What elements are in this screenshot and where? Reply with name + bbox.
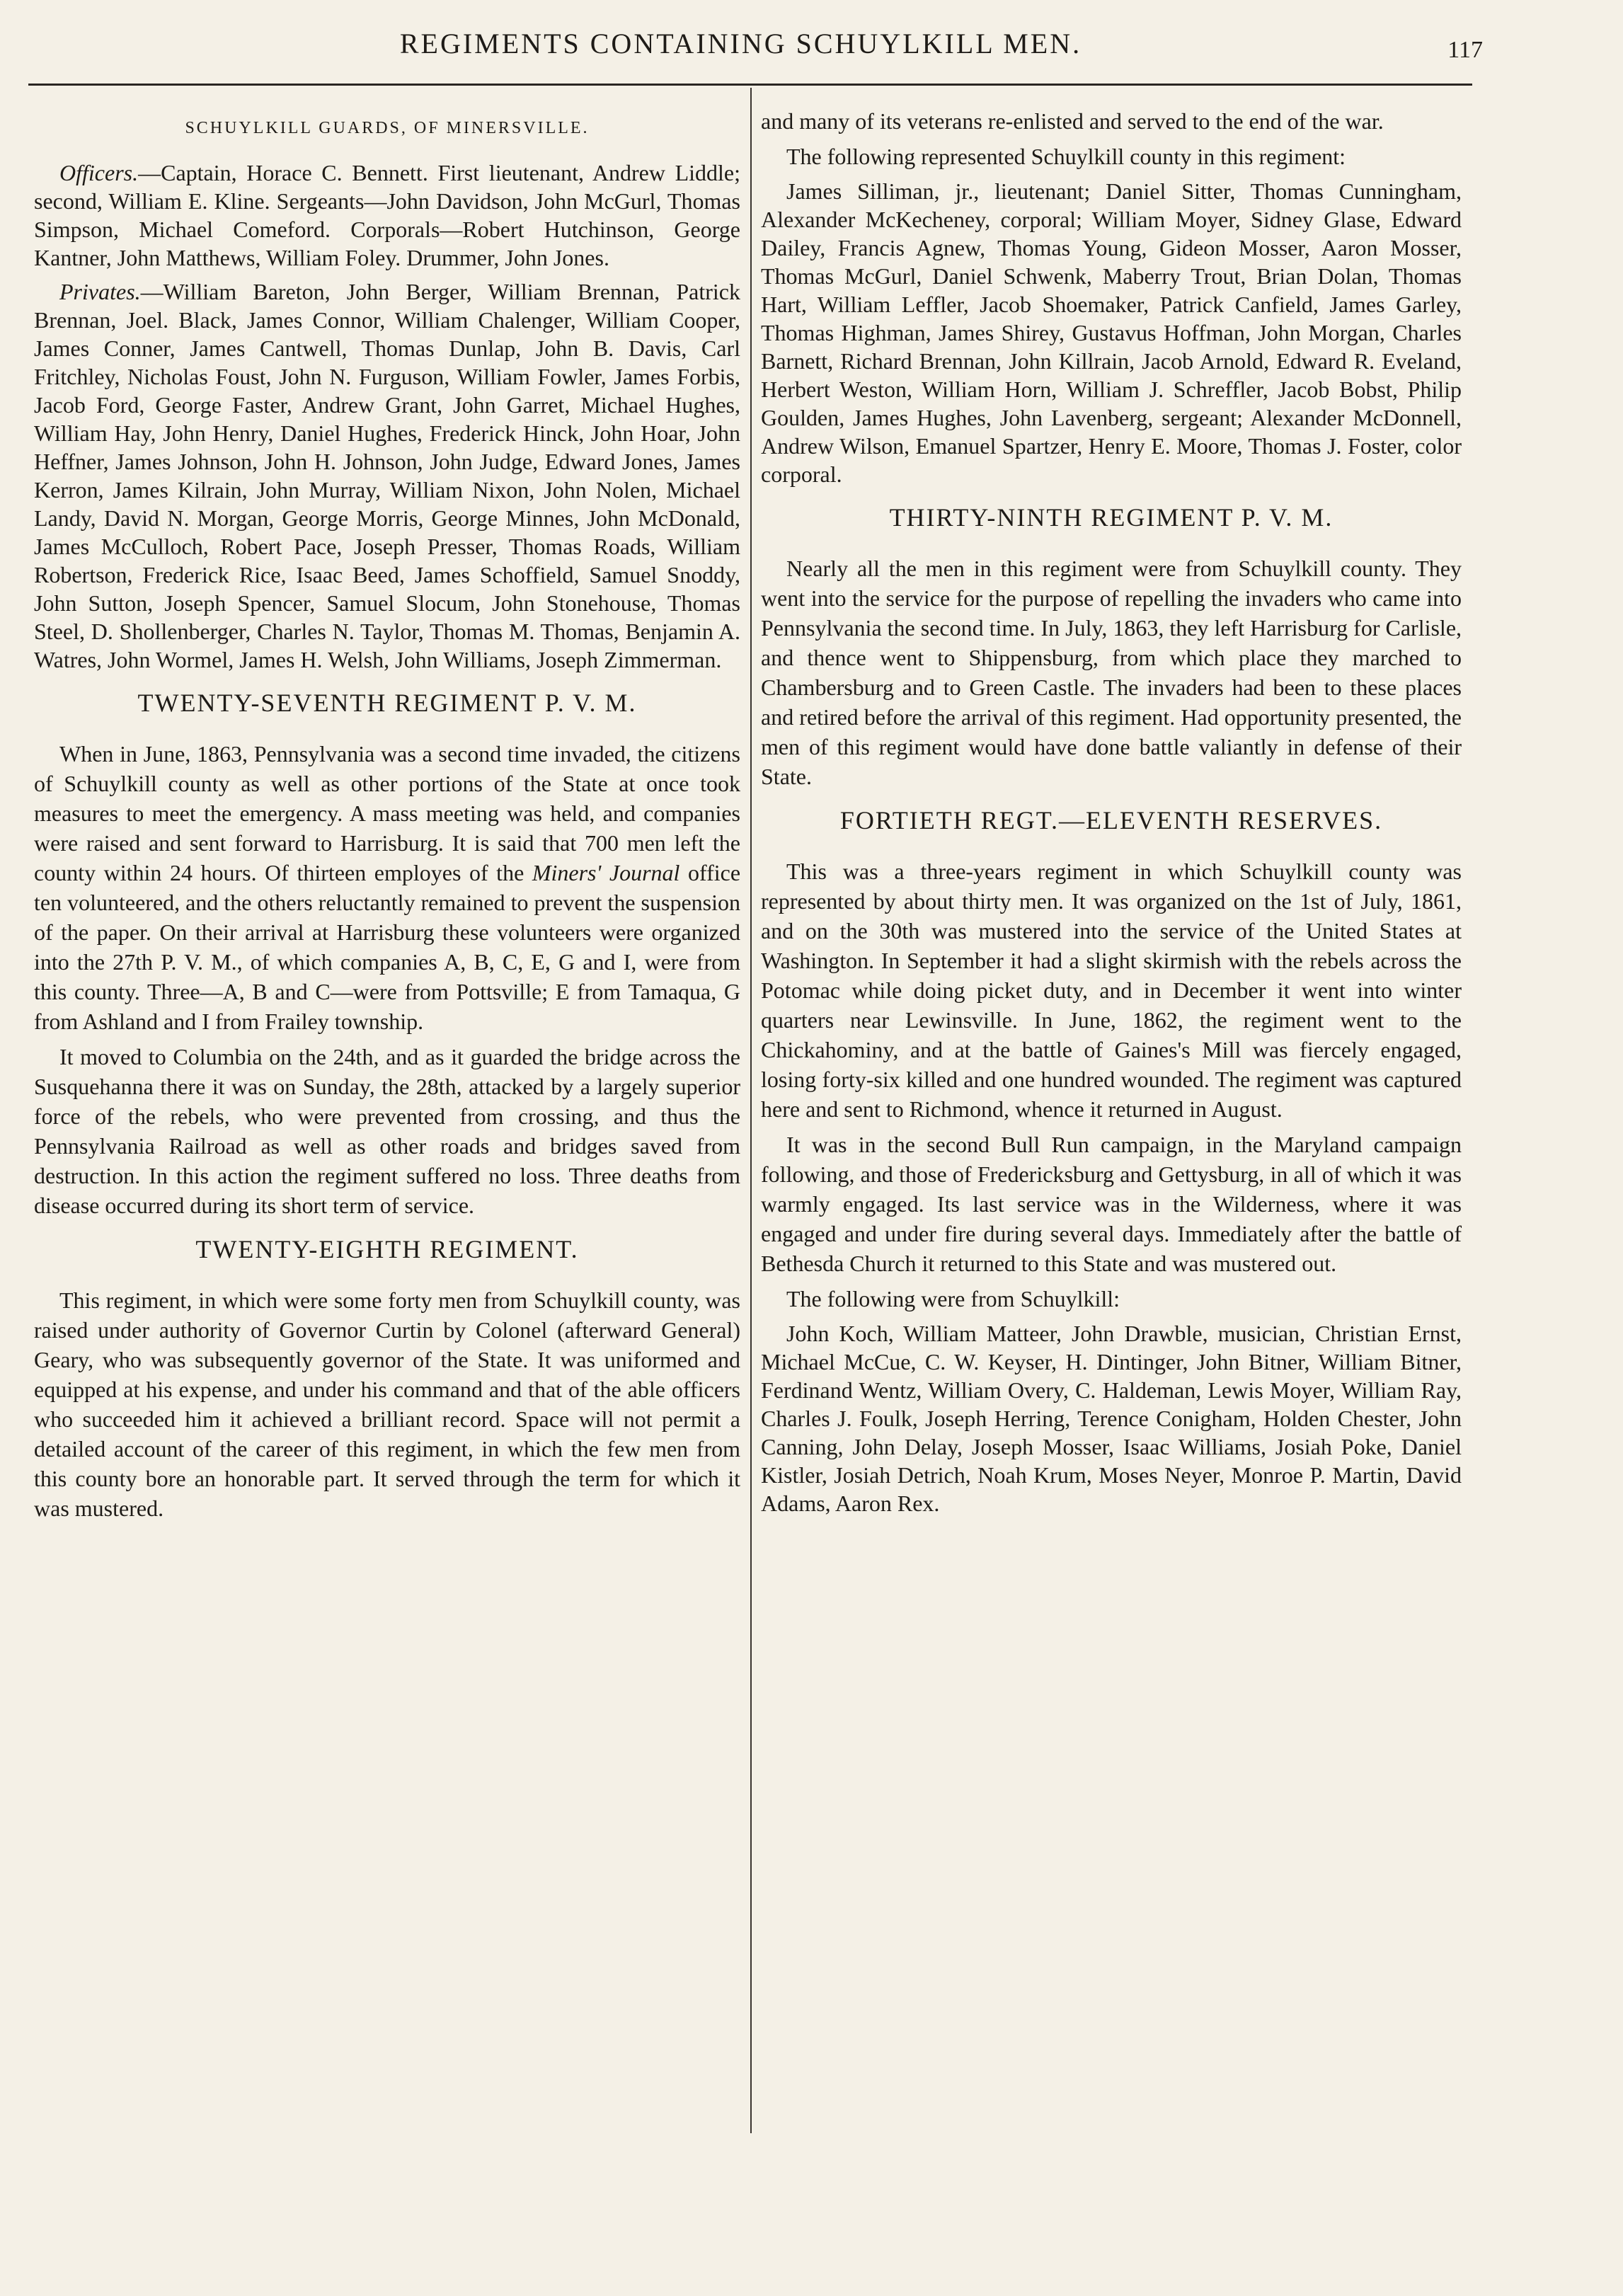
twenty-eighth-paragraph-1: This regiment, in which were some forty men from Schuylkill county, was raised under authority of Governor Curtin by Colonel (afterward General) Geary, who was subsequently governor of the State. It was uniformed and equipped at his expense, and under his command and that of the able officers who succeeded him it achieved a brilliant record. Space will not permit a detailed account of the career of this regiment, in which the few men from this county bore an honorable part. It served through the term for which it was mustered. [34,1287,740,1521]
privates-paragraph [34,277,740,674]
privates-text: —William Bareton, John Berger, William Brennan, Patrick Brennan, Joel. Black, James Connor, William Chalenger, William Cooper, James Conner, James Cantwell, Thomas Dunlap, John B. Davis, Carl Fritchley, Nicholas Foust, John N. Furguson, William Fowler, James Forbis, Jacob Ford, George Faster, Andrew Grant, John Garret, Michael Hughes, William Hay, John Henry, Daniel Hughes, Frederick Hinck, John Hoar, John Heffner, James Johnson, John H. Johnson, John Judge, Edward Jones, James Kerron, James Kilrain, John Murray, William Nixon, John Nolen, Michael Landy, David N. Morgan, George Morris, George Minnes, John McDonald, James McCulloch, Robert Pace, Joseph Presser, Thomas Roads, William Robertson, Frederick Rice, Isaac Beed, James Schoffield, Samuel Snoddy, John Sutton, Joseph Spencer, Samuel Slocum, John Stonehouse, Thomas Steel, D. Shollenberger, Charles N. Taylor, Thomas M. Thomas, Benjamin A. Watres, John Wormel, James H. Welsh, John Williams, Joseph Zimmerman. [34,279,740,672]
thirty-ninth-heading: THIRTY-NINTH REGIMENT P. V. M. [889,503,1334,532]
fortieth-paragraph-1: This was a three-years regiment in which Schuylkill county was represented by about thirty men. It was organized on the 1st of July, 1861, and on the 30th was mustered into the service of the United States at Washington. In September it had a slight skirmish with the rebels across the Potomac while doing picket duty, and in December it went into winter quarters near Lewinsville. In June, 1862, the regiment went to the Chickahominy, and at the battle of Gaines's Mill was fiercely engaged, losing forty-six killed and one hundred wounded. The regiment was captured here and sent to Richmond, whence it returned in August. [761,859,1462,1122]
twenty-eighth-roster: James Silliman, jr., lieutenant; Daniel Sitter, Thomas Cunningham, Alexander McKecheney, corporal; William Moyer, Sidney Glase, Edward Dailey, Francis Agnew, Thomas Young, Gideon Mosser, Aaron Mosser, Thomas McGurl, Daniel Schwenk, Maberry Trout, Brian Dolan, Thomas Hart, William Leffler, Jacob Shoemaker, Patrick Canfield, James Garley, Thomas Highman, James Shirey, Gustavus Hoffman, John Morgan, Charles Barnett, Richard Brennan, John Killrain, Jacob Arnold, Edward R. Eveland, Herbert Weston, William Horn, William J. Schreffler, Jacob Bobst, Philip Goulden, James Hughes, John Lavenberg, sergeant; Alexander McDonnell, Andrew Wilson, Emanuel Spartzer, Henry E. Moore, Thomas J. Foster, color corporal. [761,178,1462,487]
fortieth-roster-intro: The following were from Schuylkill: [786,1286,1120,1311]
running-title: REGIMENTS CONTAINING SCHUYLKILL MEN. [399,28,1082,59]
privates-lead: Privates. [59,279,141,304]
fortieth-paragraph-2: It was in the second Bull Run campaign, in the Maryland campaign following, and those of Fredericksburg and Gettysburg, in all of which it was warmly engaged. Its last service was in the Wilderness, where it was engaged and under fire during several days. Immediately after the battle of Bethesda Church it returned to this State and was mustered out. [761,1132,1462,1276]
right-column [761,106,1462,1523]
officers-paragraph [34,159,740,272]
header-rule [28,84,1472,86]
fortieth-heading: FORTIETH REGT.—ELEVENTH RESERVES. [839,806,1383,834]
twenty-eighth-heading: TWENTY-EIGHTH REGIMENT. [195,1235,579,1263]
left-column [34,106,740,1529]
page-number: 117 [1447,37,1483,63]
thirty-ninth-paragraph-1: Nearly all the men in this regiment were from Schuylkill county. They went into the service for the purpose of repelling the invaders who came into Pennsylvania the second time. In July, 1863, they left Harrisburg for Carlisle, and thence went to Shippensburg, from which place they marched to Chambersburg and to Green Castle. The invaders had been to these places and retired before the arrival of this regiment. Had opportunity presented, the men of this regiment would have done battle valiantly in defense of their State. [761,556,1462,789]
twenty-eighth-continuation: and many of its veterans re-enlisted and served to the end of the war. [761,108,1384,134]
twenty-seventh-paragraph-2: It moved to Columbia on the 24th, and as it guarded the bridge across the Susquehanna there it was on Sunday, the 28th, attacked by a largely superior force of the rebels, who were prevented from crossing, and thus the Pennsylvania Railroad as well as other roads and bridges saved from destruction. In this action the regiment suffered no loss. Three deaths from disease occurred during its short term of service. [34,1044,740,1218]
twenty-seventh-paragraph-1 [34,739,740,1036]
schuylkill-guards-heading: SCHUYLKILL GUARDS, OF MINERSVILLE. [185,119,590,137]
twenty-seventh-p1-start: When in June, 1863, Pennsylvania was a second time invaded, the citizens of Schuylkill county as well as other portions of the State at once took measures to meet the emergency. A mass meeting was held, and companies were raised and sent forward to Harrisburg. It is said that 700 men left the county within 24 hours. Of thirteen employes of the [34,741,740,885]
twenty-seventh-heading: TWENTY-SEVENTH REGIMENT P. V. M. [137,689,637,717]
miners-journal-title: Miners' Journal [532,860,680,885]
twenty-eighth-roster-intro: The following represented Schuylkill county in this regiment: [786,144,1346,169]
officers-text: —Captain, Horace C. Bennett. First lieutenant, Andrew Liddle; second, William E. Kline. Sergeants—John Davidson, John McGurl, Thomas Simpson, Michael Comeford. Corporals—Robert Hutchinson, George Kantner, John Matthews, William Foley. Drummer, John Jones. [34,160,740,270]
twenty-seventh-p1-end: office ten volunteered, and the others reluctantly remained to prevent the suspension of the paper. On their arrival at Harrisburg these volunteers were organized into the 27th P. V. M., of which companies A, B, C, E, G and I, were from this county. Three—A, B and C—were from Pottsville; E from Tamaqua, G from Ashland and I from Frailey township. [34,860,741,1034]
fortieth-roster: John Koch, William Matteer, John Drawble, musician, Christian Ernst, Michael McCue, C. W. Keyser, H. Dintinger, John Bitner, William Bitner, Ferdinand Wentz, William Overy, C. Haldeman, Lewis Moyer, William Ray, Charles J. Foulk, Joseph Herring, Terence Conigham, Holden Chester, John Canning, John Delay, Joseph Mosser, Isaac Williams, Josiah Poke, Daniel Kistler, Josiah Detrich, Noah Krum, Moses Neyer, Monroe P. Martin, David Adams, Aaron Rex. [761,1321,1462,1516]
page-header [0,27,1623,69]
column-divider [750,88,752,2133]
officers-lead: Officers. [59,160,139,185]
